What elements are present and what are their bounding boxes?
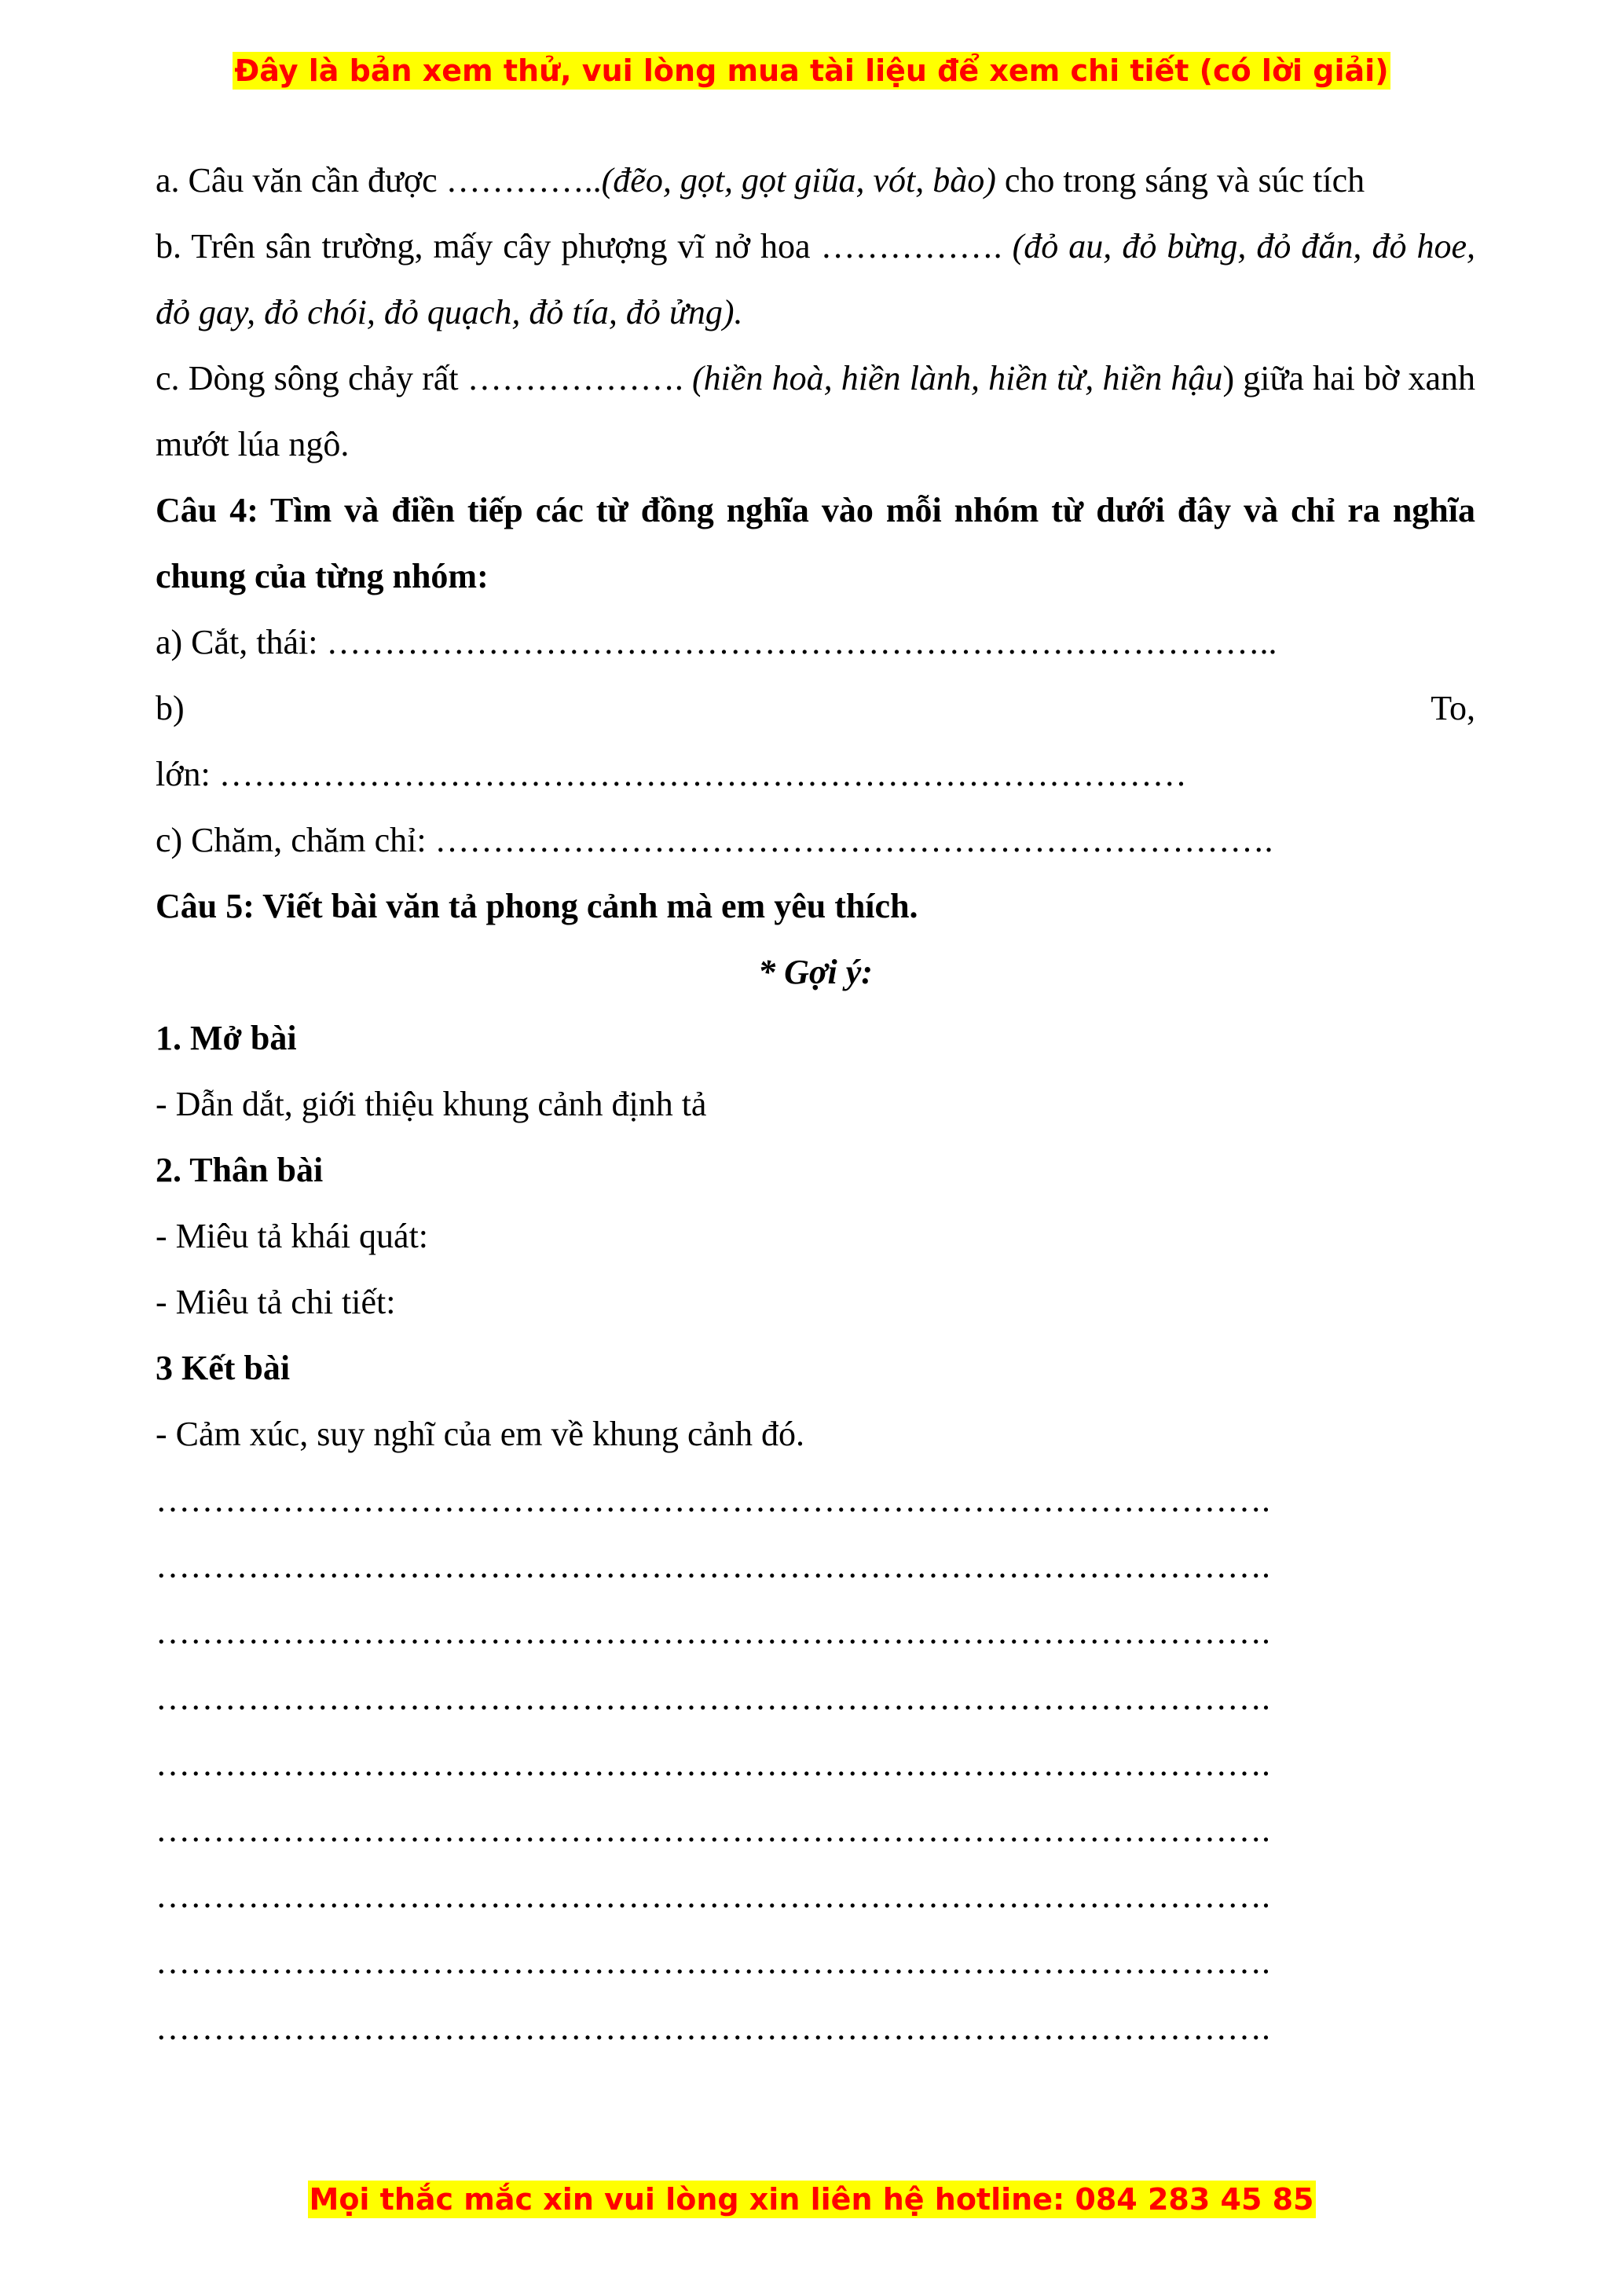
answer-line: ……………………………………………………………………………………. [156, 1811, 1270, 1849]
hotline-text: Mọi thắc mắc xin vui lòng xin liên hệ hotline: 084 283 45 85 [309, 2182, 1314, 2217]
section-body-item-2: - Miêu tả chi tiết: [156, 1283, 396, 1321]
q3c-text: c. Dòng sông chảy rất ………………. [156, 359, 693, 397]
question-4b [156, 676, 1475, 742]
answer-line: ……………………………………………………………………………………. [156, 1679, 1270, 1717]
worksheet-content [156, 148, 1475, 2061]
preview-notice-banner [0, 53, 1623, 88]
section-conclusion-heading: 3 Kết bài [156, 1349, 291, 1387]
answer-line: ……………………………………………………………………………………. [156, 1877, 1270, 1915]
answer-line: ……………………………………………………………………………………. [156, 1745, 1270, 1783]
q3a-options: (đẽo, gọt, gọt giũa, vót, bào) [601, 161, 996, 200]
q4b-words: To, [1431, 689, 1475, 727]
answer-line: ……………………………………………………………………………………. [156, 1943, 1270, 1981]
question-4c: c) Chăm, chăm chỉ: ………………………………………………………………. [156, 821, 1273, 859]
q3b-options: (đỏ au, đỏ bừng, đỏ đắn, đỏ hoe, đỏ gay, đỏ chói, đỏ quạch, đỏ tía, đỏ ửng). [156, 227, 1475, 331]
answer-line: ……………………………………………………………………………………. [156, 1547, 1270, 1585]
section-intro-heading: 1. Mở bài [156, 1019, 297, 1057]
q3b-text: b. Trên sân trường, mấy cây phượng vĩ nở hoa ……………. [156, 227, 1013, 265]
question-3a [156, 148, 1475, 214]
q3c-options: (hiền hoà, hiền lành, hiền từ, hiền hậu [692, 359, 1223, 397]
question-4-title: Câu 4: Tìm và điền tiếp các từ đồng nghĩa vào mỗi nhóm từ dưới đây và chỉ ra nghĩa chung của từng nhóm: [156, 491, 1475, 595]
q3a-text-end: cho trong sáng và súc tích [995, 161, 1365, 200]
section-body-heading: 2. Thân bài [156, 1151, 324, 1189]
question-5-title: Câu 5: Viết bài văn tả phong cảnh mà em yêu thích. [156, 887, 918, 925]
section-body-item-1: - Miêu tả khái quát: [156, 1217, 429, 1255]
question-3c [156, 346, 1475, 478]
q3a-text: a. Câu văn cần được ………….. [156, 161, 602, 200]
question-3b [156, 214, 1475, 346]
hotline-banner [0, 2182, 1623, 2217]
section-conclusion-item: - Cảm xúc, suy nghĩ của em về khung cảnh đó. [156, 1415, 805, 1453]
answer-line: ……………………………………………………………………………………. [156, 1613, 1270, 1651]
answer-line: ……………………………………………………………………………………. [156, 2009, 1270, 2047]
question-4a: a) Cắt, thái: ……………………………………………………………………….. [156, 623, 1277, 661]
q4b-label: b) [156, 689, 185, 727]
question-4b-line2: lớn: ………………………………………………………………………… [156, 755, 1187, 793]
q3c-text-end: ) giữa hai bờ xanh mướt lúa ngô. [156, 359, 1475, 463]
section-intro-item: - Dẫn dắt, giới thiệu khung cảnh định tả [156, 1085, 707, 1123]
answer-line: ……………………………………………………………………………………. [156, 1481, 1270, 1519]
hint-heading: * Gợi ý: [758, 953, 873, 991]
preview-notice-text: Đây là bản xem thử, vui lòng mua tài liệu để xem chi tiết (có lời giải) [234, 53, 1389, 88]
